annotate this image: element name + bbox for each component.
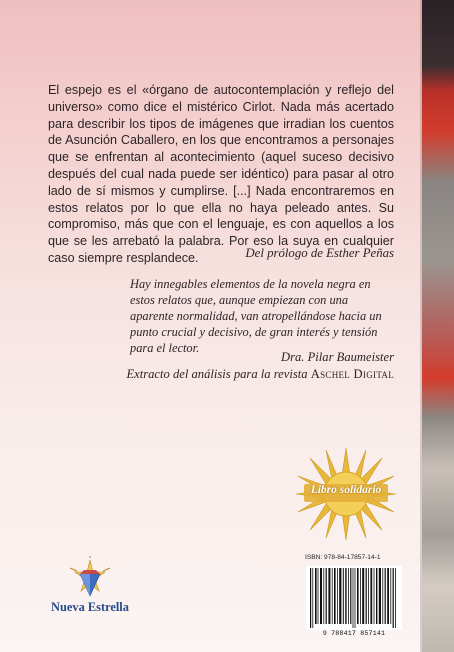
- review-journal: Aschel Digital: [310, 366, 394, 381]
- publisher-name: Nueva Estrella: [51, 600, 129, 614]
- star-diamond-logo-icon: [40, 556, 140, 600]
- barcode: [306, 566, 402, 630]
- review-author: Dra. Pilar Baumeister: [281, 350, 394, 364]
- barcode-digits: 9 788417 857141: [322, 630, 386, 637]
- prologue-attribution: Del prólogo de Esther Peñas: [245, 246, 394, 260]
- review-attribution: [100, 349, 394, 382]
- solidarity-badge: [292, 446, 400, 542]
- review-source: [126, 367, 394, 381]
- review-source-prefix: Extracto del análisis para la revista: [126, 366, 311, 381]
- solidarity-label: Libro solidario: [310, 484, 382, 496]
- isbn-label: ISBN: 978-84-17857-14-1: [305, 554, 381, 561]
- review-quote: Hay innegables elementos de la novela negra en estos relatos que, aunque empiezan con una aparente normalidad, van atropellándose hacia un punto crucial y decisivo, de gran interés y tensión para el lector.: [130, 277, 382, 355]
- synopsis-paragraph: El espejo es el «órgano de autocontemplación y reflejo del universo» como dice el mistérico Cirlot. Nada más acertado para describir los tipos de imágenes que irradian los cuentos de Asunción Caballero, en los que encontramos a personajes que se enfrentan al acontecimiento (aquel suceso decisivo después del cual nada puede ser idéntico) para pasar al otro lado de sí mismos y cumplirse. [...] Nada encontraremos en estos relatos por lo que ella no haya peleado antes. Su compromiso, más que con el lenguaje, es con aquellos a los que se les arrebató la palabra. Por eso la suya en cualquier caso siempre resplandece.: [48, 83, 394, 265]
- barcode-bars: [306, 566, 402, 630]
- spine-artwork: [422, 0, 454, 652]
